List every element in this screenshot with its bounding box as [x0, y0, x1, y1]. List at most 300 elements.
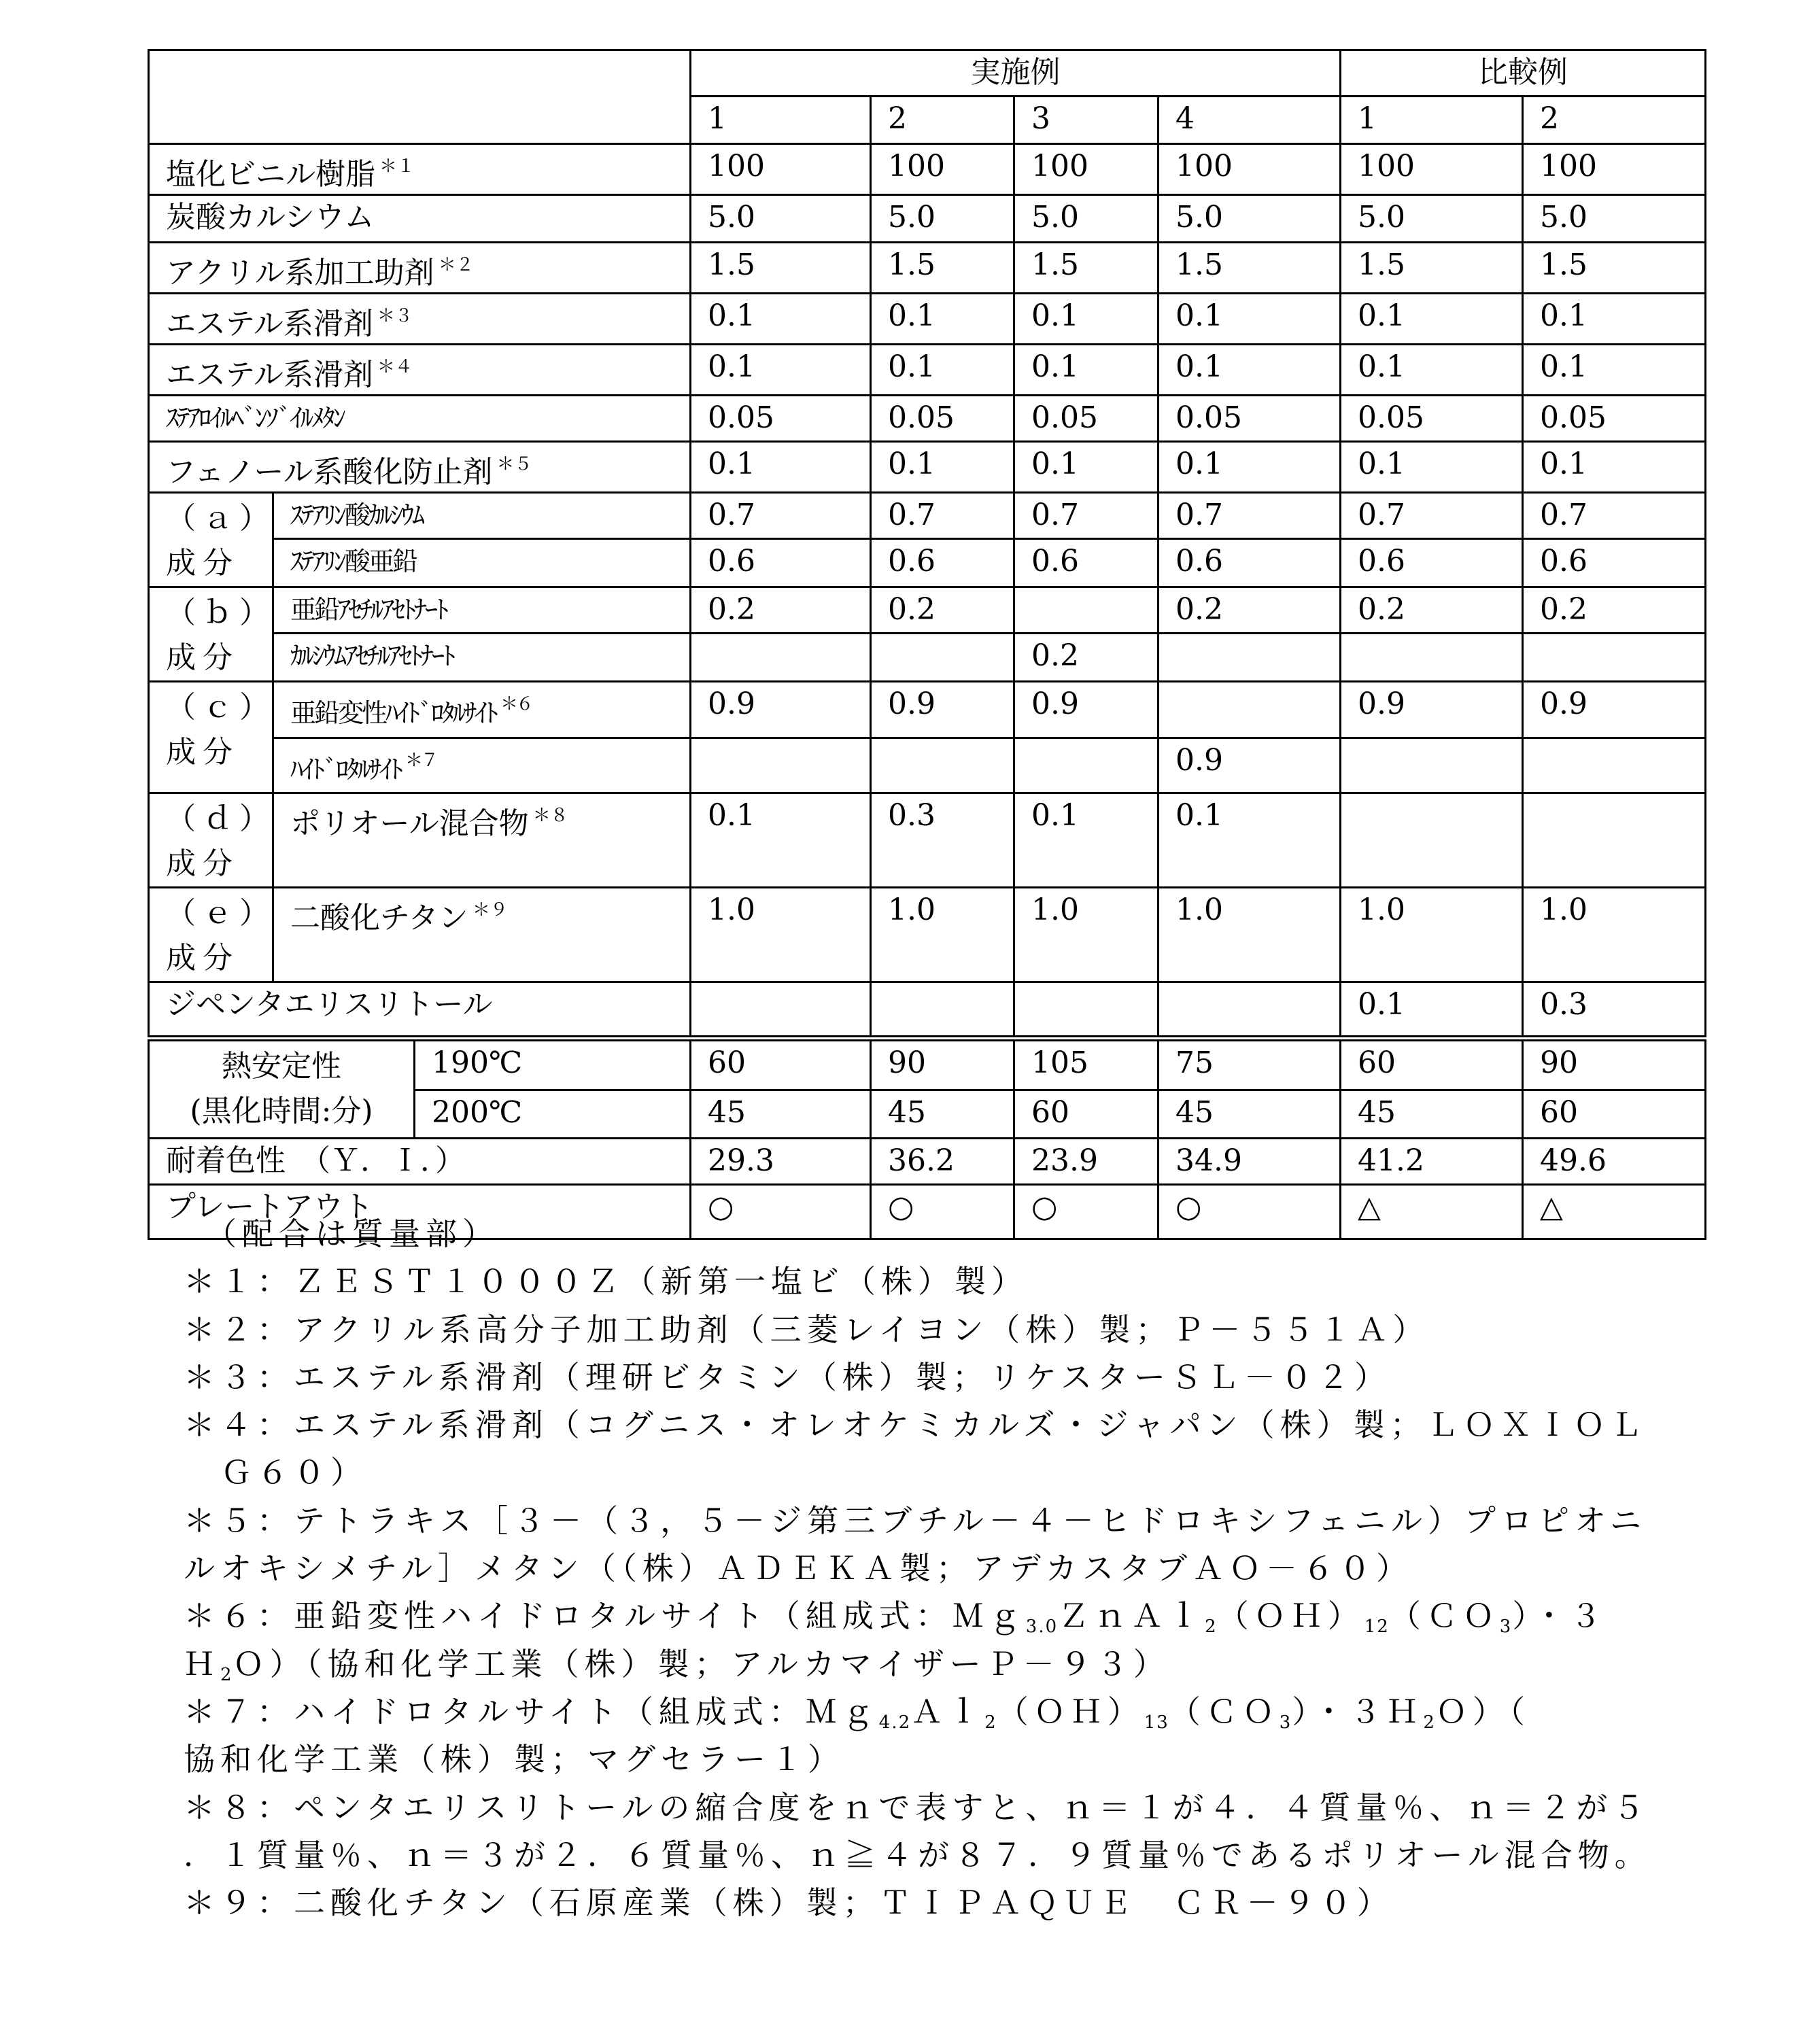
value-cell	[1341, 682, 1523, 738]
cell-text: ポリオール混合物	[290, 806, 529, 841]
cell-text: 0.1	[708, 447, 755, 481]
footnote-line	[184, 1258, 1651, 1305]
value-cell	[1341, 294, 1523, 345]
footnote-text: ＺｎＡｌ	[1058, 1597, 1205, 1634]
value-cell	[871, 793, 1014, 888]
footnote-ref: ＊１	[379, 156, 415, 177]
cell-text: 5.0	[1031, 200, 1079, 235]
footnote-line	[184, 1210, 1651, 1258]
value-cell	[1523, 682, 1706, 738]
cell-text: 0.1	[1031, 447, 1079, 481]
value-cell	[1014, 682, 1158, 738]
footnote-ref: ＊７	[405, 750, 436, 771]
cell-text: 1.0	[1358, 893, 1405, 927]
value-cell	[691, 682, 871, 738]
footnote-text: ルオキシメチル］メタン（（株）ＡＤＥＫＡ製；アデカスタブＡＯ－６０）	[184, 1550, 1413, 1587]
footnote-ref: ＊３	[377, 306, 413, 326]
cell-text: 45	[888, 1095, 926, 1130]
component-group-label	[149, 888, 273, 982]
subscript: 3	[1500, 1616, 1513, 1637]
row-label	[149, 195, 691, 243]
row-label	[273, 888, 691, 982]
value-cell	[871, 982, 1014, 1039]
column-header	[1158, 97, 1341, 144]
footnote-text: ．１質量％、ｎ＝３が２．６質量％、ｎ≧４が８７．９質量％であるポリオール混合物。	[184, 1837, 1651, 1873]
cell-text: 0.1	[888, 447, 935, 481]
cell-text: ○	[708, 1190, 734, 1224]
table-row	[149, 982, 1706, 1039]
row-label	[273, 738, 691, 793]
cell-text: 0.2	[1540, 592, 1587, 627]
cell-text: △	[1358, 1190, 1381, 1224]
cell-text: （ｃ） 成分	[166, 690, 273, 770]
cell-text: 49.6	[1540, 1143, 1607, 1178]
cell-text: 0.9	[1175, 743, 1223, 778]
cell-text: 5.0	[708, 200, 755, 235]
footnote-ref: ＊２	[439, 255, 474, 275]
cell-text: 0.6	[1175, 544, 1223, 578]
component-group-label	[149, 682, 273, 793]
value-cell	[871, 587, 1014, 634]
value-cell	[1014, 442, 1158, 493]
cell-text: 0.1	[1175, 349, 1223, 384]
row-label	[149, 442, 691, 493]
row-label	[273, 493, 691, 539]
cell-text: ○	[1031, 1190, 1057, 1224]
footnote-line	[184, 1831, 1651, 1879]
value-cell	[1341, 144, 1523, 195]
value-cell	[1523, 243, 1706, 294]
value-cell	[1341, 888, 1523, 982]
cell-text: 0.2	[708, 592, 755, 627]
cell-text: ジペンタエリスリトール	[166, 987, 492, 1022]
value-cell	[1014, 195, 1158, 243]
group-header-comparative	[1341, 50, 1706, 97]
component-group-label	[149, 793, 273, 888]
value-cell	[1014, 396, 1158, 442]
cell-text: 0.9	[888, 687, 935, 721]
value-cell	[1341, 442, 1523, 493]
value-cell	[1158, 493, 1341, 539]
value-cell	[1523, 587, 1706, 634]
value-cell	[871, 1039, 1014, 1090]
footnote-line	[184, 1735, 1651, 1783]
value-cell	[1523, 345, 1706, 396]
value-cell	[1158, 442, 1341, 493]
cell-text: 0.3	[1540, 987, 1587, 1022]
cell-text: ｽﾃｱﾘﾝ酸ｶﾙｼｳﾑ	[290, 500, 423, 530]
value-cell	[871, 442, 1014, 493]
cell-text: 0.1	[888, 298, 935, 333]
cell-text: 1.5	[708, 247, 755, 282]
footnote-line	[184, 1497, 1651, 1544]
footnote-ref: ＊８	[533, 806, 568, 826]
cell-text: 亜鉛変性ﾊｲﾄﾞﾛﾀﾙｻｲﾄ	[290, 698, 496, 728]
value-cell	[1523, 493, 1706, 539]
cell-text: 0.05	[888, 400, 955, 435]
column-header	[1523, 97, 1706, 144]
value-cell	[691, 738, 871, 793]
cell-text: 0.6	[1540, 544, 1587, 578]
value-cell	[1014, 793, 1158, 888]
table-row	[149, 195, 1706, 243]
value-cell	[1523, 634, 1706, 682]
value-cell	[871, 396, 1014, 442]
table-row	[149, 144, 1706, 195]
value-cell	[1341, 1090, 1523, 1139]
cell-text: 100	[708, 149, 765, 184]
subscript: 13	[1144, 1712, 1169, 1733]
cell-text: 1.0	[888, 893, 935, 927]
cell-text: 塩化ビニル樹脂	[166, 157, 375, 192]
cell-text: 0.1	[1031, 349, 1079, 384]
cell-text: 0.1	[1175, 447, 1223, 481]
cell-text: 1.0	[708, 893, 755, 927]
row-label	[149, 396, 691, 442]
cell-text: 炭酸カルシウム	[166, 200, 374, 235]
value-cell	[1158, 634, 1341, 682]
value-cell	[871, 294, 1014, 345]
value-cell	[1341, 793, 1523, 888]
value-cell	[1158, 1139, 1341, 1185]
cell-text: 0.1	[708, 349, 755, 384]
cell-text: 0.9	[1540, 687, 1587, 721]
cell-text: 60	[1540, 1095, 1578, 1130]
value-cell	[1523, 294, 1706, 345]
cell-text: 0.9	[1358, 687, 1405, 721]
footnote-line	[184, 1401, 1651, 1449]
value-cell	[1014, 243, 1158, 294]
table-row	[149, 243, 1706, 294]
cell-text: 実施例	[971, 55, 1061, 90]
cell-text: 190℃	[432, 1045, 522, 1080]
cell-text: 0.05	[1031, 400, 1098, 435]
value-cell	[691, 539, 871, 587]
value-cell	[1014, 493, 1158, 539]
cell-text: 0.7	[1358, 498, 1405, 532]
value-cell	[691, 587, 871, 634]
cell-text: 1.5	[888, 247, 935, 282]
footnote-text: Ｈ	[184, 1646, 220, 1682]
cell-text: 45	[1175, 1095, 1214, 1130]
value-cell	[691, 243, 871, 294]
value-cell	[1341, 587, 1523, 634]
value-cell	[691, 493, 871, 539]
value-cell	[1341, 493, 1523, 539]
value-cell	[1014, 539, 1158, 587]
row-label	[273, 682, 691, 738]
value-cell	[1341, 345, 1523, 396]
cell-text: プレートアウト	[166, 1190, 373, 1224]
cell-text: 45	[1358, 1095, 1396, 1130]
value-cell	[1523, 982, 1706, 1039]
footnote-text: ）・３	[1512, 1597, 1607, 1634]
footnote-text: 協和化学工業（株）製；マグセラー１）	[184, 1741, 844, 1778]
cell-text: 29.3	[708, 1143, 774, 1178]
footnote-line	[184, 1688, 1651, 1735]
column-header	[1341, 97, 1523, 144]
table-row	[149, 682, 1706, 738]
value-cell	[1523, 888, 1706, 982]
heat-stability-label	[149, 1039, 415, 1139]
cell-text: （ｂ） 成分	[166, 595, 273, 675]
footnote-text: ＊９：二酸化チタン（石原産業（株）製；ＴＩＰＡＱＵＥ ＣＲ－９０）	[184, 1884, 1394, 1921]
value-cell	[1014, 144, 1158, 195]
cell-text: 0.1	[708, 798, 755, 833]
cell-text: 0.6	[1358, 544, 1405, 578]
cell-text: 2	[888, 101, 907, 136]
cell-text: （ｅ） 成分	[166, 896, 273, 975]
subscript: 2	[1205, 1616, 1218, 1637]
footnote-line	[184, 1449, 1651, 1496]
cell-text: エステル系滑剤	[166, 358, 373, 392]
cell-text: 比較例	[1478, 55, 1568, 90]
value-cell	[691, 982, 871, 1039]
table-row	[149, 50, 1706, 97]
cell-text: 0.1	[1031, 298, 1079, 333]
cell-text: 0.1	[1358, 349, 1405, 384]
footnote-line	[184, 1879, 1651, 1926]
cell-text: 1	[1358, 101, 1377, 136]
value-cell	[871, 738, 1014, 793]
subscript: 3.0	[1026, 1616, 1058, 1637]
table-row	[149, 587, 1706, 634]
cell-text: フェノール系酸化防止剤	[166, 455, 492, 489]
cell-text: アクリル系加工助剤	[166, 256, 434, 290]
cell-text: △	[1540, 1190, 1563, 1224]
table-row	[149, 442, 1706, 493]
cell-text: 0.1	[888, 349, 935, 384]
cell-text: 1.5	[1031, 247, 1079, 282]
value-cell	[1523, 738, 1706, 793]
value-cell	[1158, 793, 1341, 888]
value-cell	[691, 793, 871, 888]
cell-text: 75	[1175, 1045, 1214, 1080]
cell-text: 60	[1358, 1045, 1396, 1080]
cell-text: 0.05	[1540, 400, 1607, 435]
subscript: 2	[1423, 1712, 1436, 1733]
cell-text: 1.5	[1540, 247, 1587, 282]
cell-text: 0.1	[1175, 798, 1223, 833]
value-cell	[1158, 587, 1341, 634]
table-row	[149, 345, 1706, 396]
footnote-text: Ｏ）（	[1436, 1693, 1530, 1730]
formulation-table	[148, 49, 1706, 1240]
value-cell	[1341, 1039, 1523, 1090]
cell-text: 1.5	[1358, 247, 1405, 282]
footnote-text: Ａｌ	[911, 1693, 984, 1730]
table-row	[149, 539, 1706, 587]
cell-text: 0.9	[1031, 687, 1079, 721]
footnote-text: ＊８：ペンタエリスリトールの縮合度をｎで表すと、ｎ＝１が４．４質量％、ｎ＝２が５	[184, 1789, 1649, 1826]
cell-text: 二酸化チタン	[290, 901, 468, 935]
cell-text: 5.0	[888, 200, 935, 235]
cell-text: 0.9	[708, 687, 755, 721]
cell-text: 0.1	[1175, 298, 1223, 333]
footnote-text: ＊２：アクリル系高分子加工助剤（三菱レイヨン（株）製；Ｐ－５５１Ａ）	[184, 1311, 1429, 1348]
cell-text: 5.0	[1358, 200, 1405, 235]
value-cell	[1158, 1039, 1341, 1090]
table-row	[149, 1039, 1706, 1090]
cell-text: 60	[708, 1045, 746, 1080]
value-cell	[1014, 1039, 1158, 1090]
footnote-line	[184, 1592, 1651, 1640]
cell-text: 0.7	[708, 498, 755, 532]
cell-text: 90	[888, 1045, 926, 1080]
footnote-text: ＊７：ハイドロタルサイト（組成式：Ｍｇ	[184, 1693, 879, 1730]
value-cell	[691, 634, 871, 682]
footnote-text: ＊１：ＺＥＳＴ１０００Ｚ（新第一塩ビ（株）製）	[184, 1263, 1028, 1300]
subscript: 2	[984, 1712, 997, 1733]
value-cell	[871, 493, 1014, 539]
footnote-ref: ＊６	[500, 694, 532, 714]
footnotes	[184, 1210, 1651, 1926]
column-header	[1014, 97, 1158, 144]
value-cell	[1014, 888, 1158, 982]
cell-text: 105	[1031, 1045, 1088, 1080]
footnote-text: （ＣＯ	[1390, 1597, 1500, 1634]
footnote-ref: ＊４	[377, 357, 413, 377]
value-cell	[691, 888, 871, 982]
cell-text: 1.0	[1540, 893, 1587, 927]
value-cell	[1158, 982, 1341, 1039]
footnote-line	[184, 1353, 1651, 1401]
value-cell	[1158, 396, 1341, 442]
cell-text: 0.05	[1175, 400, 1242, 435]
value-cell	[1523, 1139, 1706, 1185]
cell-text: 1.5	[1175, 247, 1223, 282]
cell-text: 0.1	[1358, 987, 1405, 1022]
cell-text: 亜鉛ｱｾﾁﾙｱｾﾄﾅｰﾄ	[290, 595, 447, 625]
footnote-text: Ｇ６０）	[184, 1454, 367, 1491]
cell-text: 0.05	[708, 400, 774, 435]
footnote-text: Ｏ）（協和化学工業（株）製；アルカマイザーＰ－９３）	[233, 1646, 1170, 1682]
cell-text: 0.1	[1358, 447, 1405, 481]
value-cell	[1341, 634, 1523, 682]
value-cell	[871, 888, 1014, 982]
footnote-line	[184, 1784, 1651, 1831]
row-label	[273, 793, 691, 888]
subscript: 4.2	[879, 1712, 911, 1733]
footnote-text: ＊６：亜鉛変性ハイドロタルサイト（組成式：Ｍｇ	[184, 1597, 1026, 1634]
value-cell	[1158, 195, 1341, 243]
value-cell	[1014, 345, 1158, 396]
value-cell	[691, 294, 871, 345]
value-cell	[871, 682, 1014, 738]
cell-text: 0.6	[1031, 544, 1079, 578]
row-label	[149, 1139, 691, 1185]
cell-text: 0.05	[1358, 400, 1424, 435]
value-cell	[1341, 982, 1523, 1039]
cell-text: ｽﾃｱﾘﾝ酸亜鉛	[290, 547, 416, 576]
value-cell	[1523, 195, 1706, 243]
value-cell	[691, 1139, 871, 1185]
footnote-text: （ＣＯ	[1169, 1693, 1280, 1730]
value-cell	[871, 1090, 1014, 1139]
cell-text: 41.2	[1358, 1143, 1424, 1178]
cell-text: （ａ） 成分	[166, 501, 273, 581]
footnote-text: ＊５：テトラキス［３－（３，５－ジ第三ブチル－４－ヒドロキシフェニル）プロピオニ	[184, 1502, 1647, 1539]
table-row	[149, 634, 1706, 682]
value-cell	[1158, 738, 1341, 793]
footnote-line	[184, 1306, 1651, 1353]
row-label	[149, 982, 691, 1039]
cell-text: 100	[1358, 149, 1415, 184]
cell-text: 5.0	[1540, 200, 1587, 235]
footnote-text: （ＯＨ）	[1218, 1597, 1364, 1634]
value-cell	[871, 195, 1014, 243]
cell-text: 1.0	[1175, 893, 1223, 927]
cell-text: 0.2	[1031, 638, 1079, 673]
value-cell	[1341, 738, 1523, 793]
cell-text: 0.2	[1358, 592, 1405, 627]
value-cell	[1523, 793, 1706, 888]
footnote-text: ＊３：エステル系滑剤（理研ビタミン（株）製；リケスターＳＬ－０２）	[184, 1359, 1391, 1396]
cell-text: 0.1	[1358, 298, 1405, 333]
value-cell	[1158, 682, 1341, 738]
table-row	[149, 1139, 1706, 1185]
cell-text: 200℃	[432, 1095, 522, 1130]
value-cell	[1523, 539, 1706, 587]
cell-text: ｶﾙｼｳﾑｱｾﾁﾙｱｾﾄﾅｰﾄ	[290, 641, 453, 671]
footnote-ref: ＊５	[496, 454, 532, 474]
value-cell	[1014, 738, 1158, 793]
cell-text: 60	[1031, 1095, 1069, 1130]
value-cell	[691, 1090, 871, 1139]
value-cell	[1158, 243, 1341, 294]
subscript: 12	[1364, 1616, 1390, 1637]
row-label	[273, 587, 691, 634]
cell-text: 耐着色性 （Ｙ．Ｉ．）	[166, 1143, 465, 1178]
footnote-text: （ＯＨ）	[997, 1693, 1144, 1730]
footnote-text: （配合は質量部）	[205, 1215, 499, 1252]
cell-text: ﾊｲﾄﾞﾛﾀﾙｻｲﾄ	[290, 755, 401, 784]
cell-text: 0.1	[1031, 798, 1079, 833]
cell-text: 2	[1540, 101, 1559, 136]
cell-text: 5.0	[1175, 200, 1223, 235]
cell-text: 23.9	[1031, 1143, 1098, 1178]
row-label	[273, 539, 691, 587]
subscript: 2	[220, 1665, 233, 1685]
cell-text: 0.6	[708, 544, 755, 578]
cell-text: 0.7	[1540, 498, 1587, 532]
cell-text: 0.7	[1175, 498, 1223, 532]
group-header-example	[691, 50, 1341, 97]
cell-text: エステル系滑剤	[166, 307, 373, 341]
value-cell	[1014, 634, 1158, 682]
row-label	[149, 144, 691, 195]
value-cell	[871, 1139, 1014, 1185]
cell-text: 1.0	[1031, 893, 1079, 927]
cell-text: （ｄ） 成分	[166, 801, 273, 881]
cell-text: 0.1	[708, 298, 755, 333]
value-cell	[691, 345, 871, 396]
value-cell	[1014, 1090, 1158, 1139]
value-cell	[871, 144, 1014, 195]
value-cell	[691, 442, 871, 493]
cell-text: 0.2	[888, 592, 935, 627]
value-cell	[1523, 144, 1706, 195]
row-label	[149, 243, 691, 294]
cell-text: 0.7	[888, 498, 935, 532]
cell-text: 0.1	[1540, 349, 1587, 384]
column-header	[871, 97, 1014, 144]
cell-text: 0.1	[1540, 298, 1587, 333]
row-label	[149, 345, 691, 396]
value-cell	[1158, 1090, 1341, 1139]
value-cell	[871, 634, 1014, 682]
value-cell	[1158, 888, 1341, 982]
